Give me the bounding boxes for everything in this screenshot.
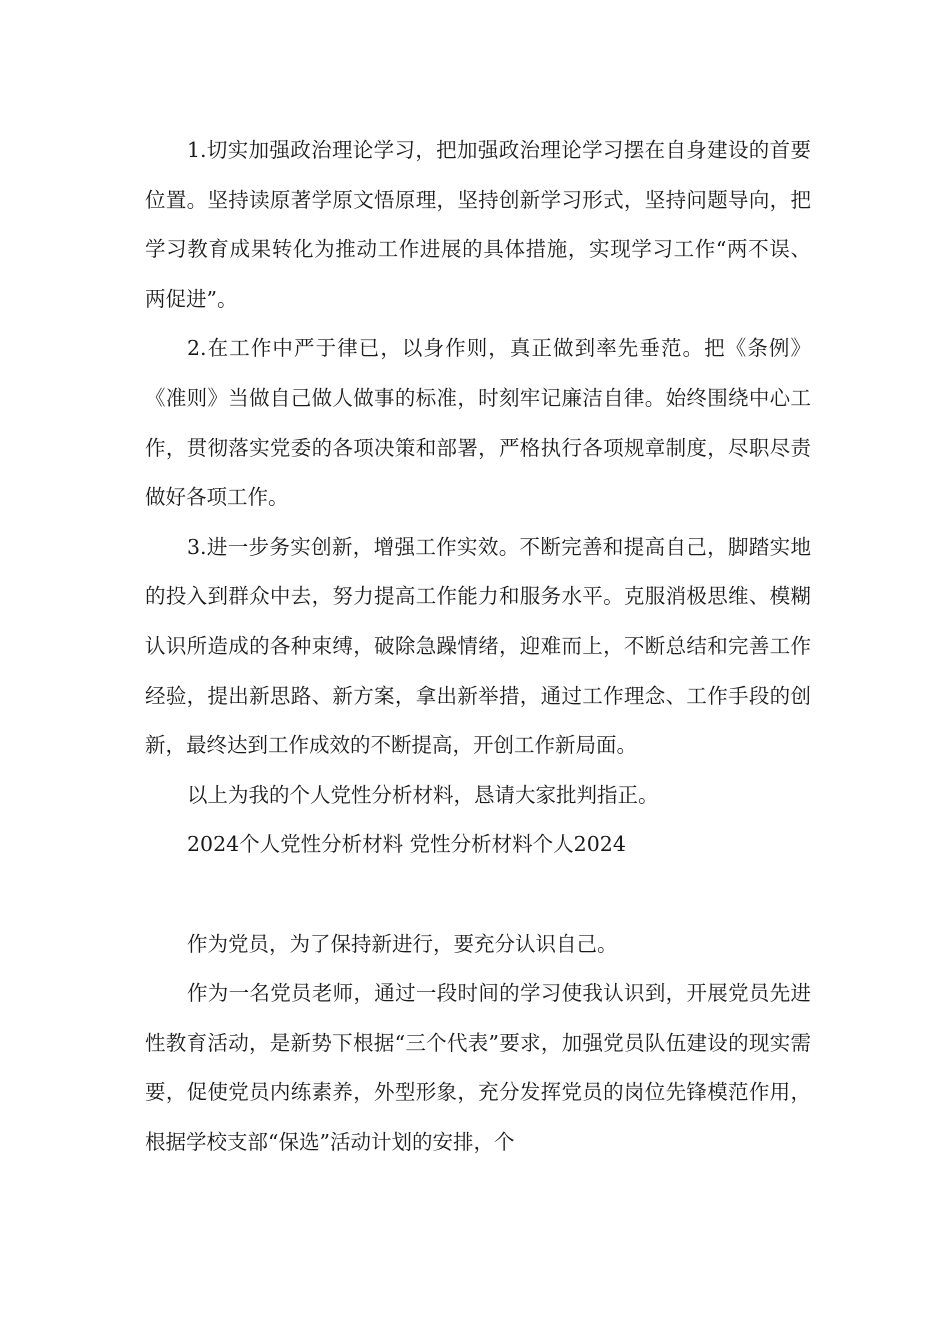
- paragraph-item-3: 3.进一步务实创新，增强工作实效。不断完善和提高自己，脚踏实地的投入到群众中去，努力提高工作能力和服务水平。克服消极思维、模糊认识所造成的各种束缚，破除急躁情绪，迎难而上，不断总结和完善工作经验，提出新思路、新方案，拿出新举措，通过工作理念、工作手段的创新，最终达到工作成效的不断提高，开创工作新局面。: [145, 534, 811, 758]
- blank-line: [145, 870, 811, 920]
- section-title: 2024个人党性分析材料 党性分析材料个人2024: [187, 832, 626, 857]
- body-paragraph: 作为一名党员老师，通过一段时间的学习使我认识到，开展党员先进性教育活动，是新势下根据“三个代表”要求，加强党员队伍建设的现实需要，促使党员内练素养，外型形象，充分发挥党员的岗位先锋模范作用，根据学校支部“保选”活动计划的安排，个: [145, 981, 811, 1154]
- closing-paragraph: 以上为我的个人党性分析材料，恳请大家批判指正。: [187, 782, 659, 807]
- paragraph-item-1: 1.切实加强政治理论学习，把加强政治理论学习摆在自身建设的首要位置。坚持读原著学原文悟原理，坚持创新学习形式，坚持问题导向，把学习教育成果转化为推动工作进展的具体措施，实现学习工作“两不误、两促进”。: [145, 138, 811, 311]
- document-body: [145, 126, 811, 1167]
- intro-paragraph: 作为党员，为了保持新进行，要充分认识自己。: [187, 931, 618, 956]
- paragraph-item-2: 2.在工作中严于律已，以身作则，真正做到率先垂范。把《条例》《准则》当做自己做人做事的标准，时刻牢记廉洁自律。始终围绕中心工作，贯彻落实党委的各项决策和部署，严格执行各项规章制度，尽职尽责做好各项工作。: [145, 336, 811, 510]
